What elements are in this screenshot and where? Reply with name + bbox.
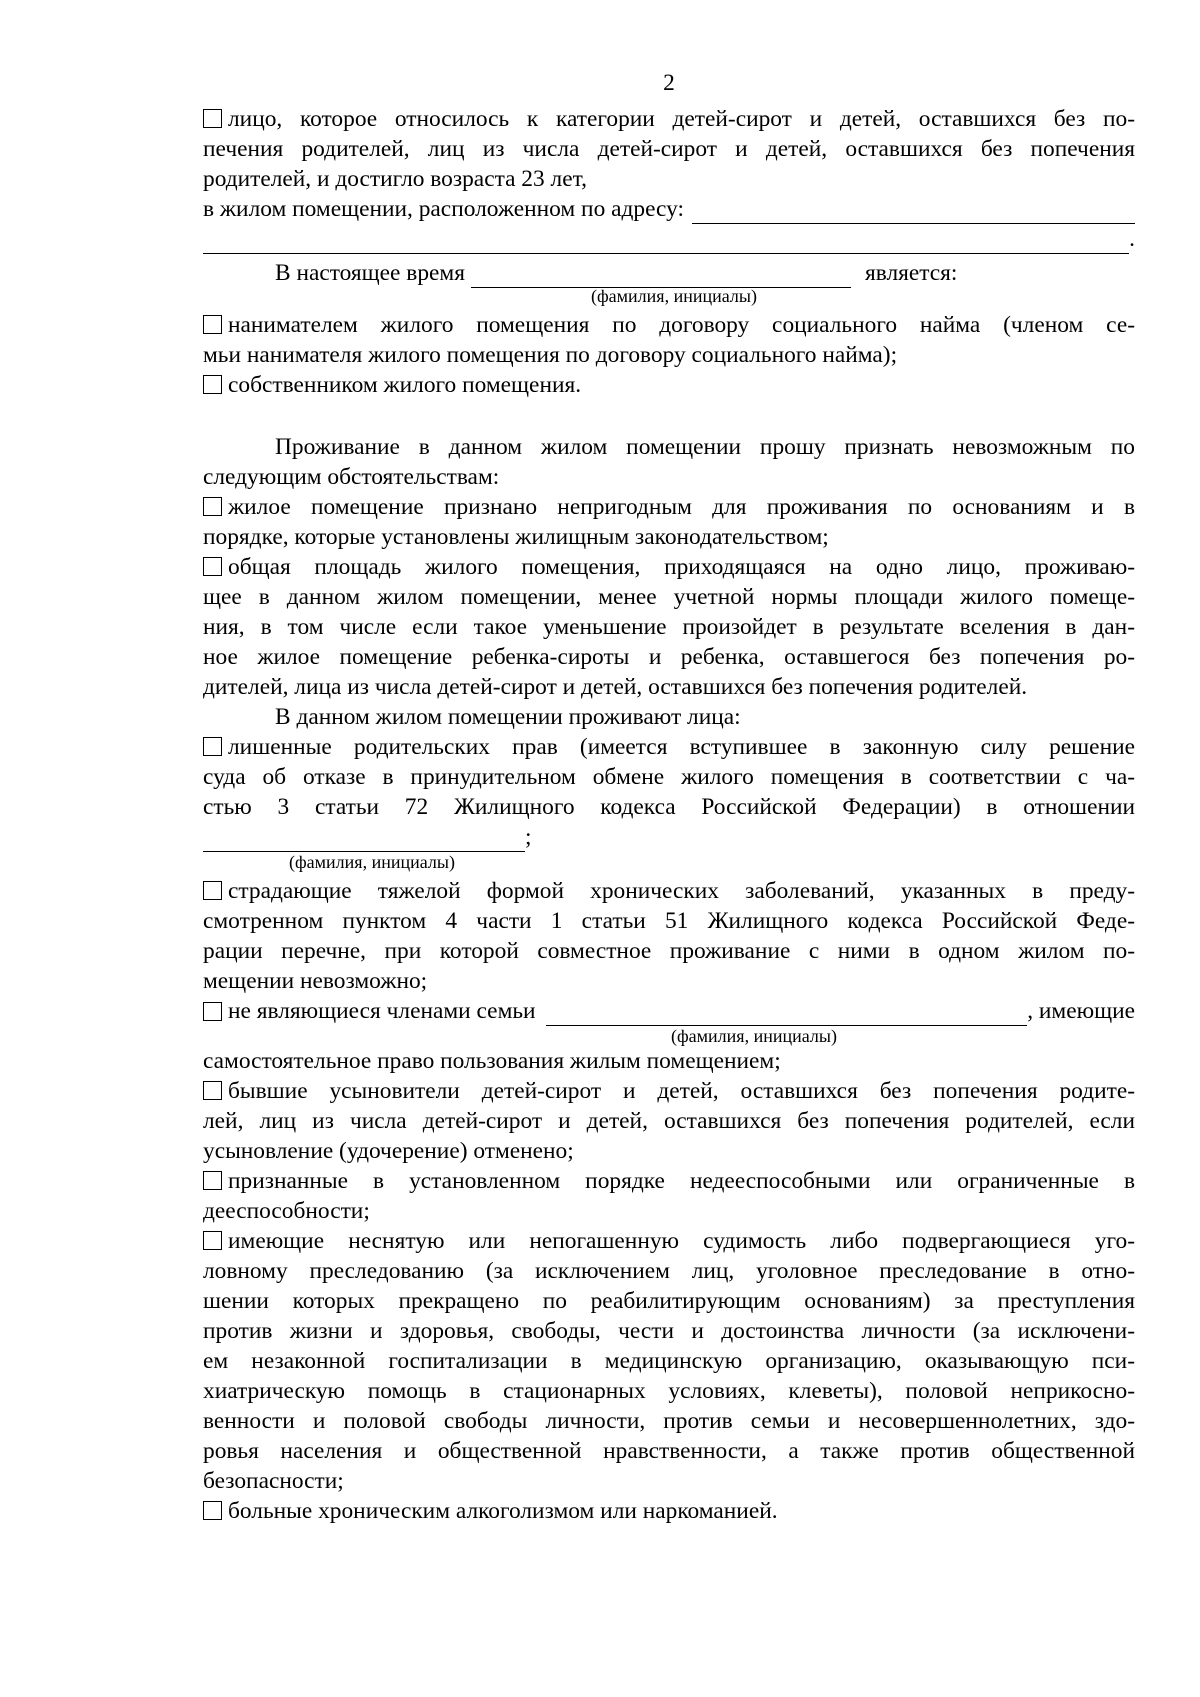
checkbox-incapacitated[interactable] — [203, 1171, 222, 1190]
deprived-name-row — [203, 822, 1135, 852]
unfit-line-2: порядке, которые установлены жилищным законодательством; — [203, 524, 829, 550]
reasons-intro-line-2: следующим обстоятельствам: — [203, 464, 500, 490]
criminal-line-4: против жизни и здоровья, свободы, чести и достоинства личности (за исключени- — [203, 1318, 1135, 1344]
document-page — [203, 68, 1135, 1526]
address-row-2 — [203, 224, 1135, 254]
checkbox-orphan-over-23[interactable] — [203, 109, 222, 128]
deprived-line-1: лишенные родительских прав (имеется вступившее в законную силу решение — [203, 732, 1135, 762]
deprived-caption: (фамилия, инициалы) — [289, 852, 455, 872]
checkbox-chronic-disease[interactable] — [203, 881, 222, 900]
orphan-line-2: печения родителей, лиц из числа детей-сирот и детей, оставшихся без попечения — [203, 136, 1135, 162]
checkbox-criminal-record[interactable] — [203, 1231, 222, 1250]
option-former-adopters — [203, 1076, 1135, 1166]
criminal-line-6: хиатрическую помощь в стационарных условиях, клеветы), половой неприкосно- — [203, 1378, 1135, 1404]
checkbox-owner[interactable] — [203, 375, 222, 394]
address-row — [203, 194, 1135, 224]
currently-row — [203, 258, 1135, 288]
deprived-name-field[interactable] — [203, 829, 525, 852]
orphan-line-3: родителей, и достигло возраста 23 лет, — [203, 166, 587, 192]
tenant-line-1: нанимателем жилого помещения по договору социального найма (членом се- — [203, 310, 1135, 340]
option-chronic-disease — [203, 876, 1135, 996]
deprived-end: ; — [525, 824, 532, 850]
deprived-line-3: стью 3 статьи 72 Жилищного кодекса Российской Федерации) в отношении — [203, 794, 1135, 820]
address-end: . — [1129, 226, 1135, 252]
option-area-below-norm — [203, 552, 1135, 702]
option-non-family — [203, 996, 1135, 1076]
option-owner — [203, 370, 1135, 400]
criminal-line-5: ем незаконной госпитализации в медицинскую организацию, оказывающую пси- — [203, 1348, 1135, 1374]
disease-line-4: мещении невозможно; — [203, 968, 428, 994]
incapacitated-line-1: признанные в установленном порядке недееспособными или ограниченные в — [203, 1166, 1135, 1196]
option-tenant — [203, 310, 1135, 370]
adopters-line-2: лей, лиц из числа детей-сирот и детей, оставшихся без попечения родителей, если — [203, 1108, 1135, 1134]
checkbox-area-below-norm[interactable] — [203, 557, 222, 576]
criminal-line-2: ловному преследованию (за исключением лиц, уголовное преследование в отно- — [203, 1258, 1135, 1284]
non-family-suffix: , имеющие — [1027, 998, 1135, 1024]
unfit-line-1: жилое помещение признано непригодным для проживания по основаниям и в — [203, 492, 1135, 522]
criminal-line-7: венности и половой свободы личности, против семьи и несовершеннолетних, здо- — [203, 1408, 1135, 1434]
addiction-line: больные хроническим алкоголизмом или наркоманией. — [203, 1496, 1135, 1526]
incapacitated-line-2: дееспособности; — [203, 1198, 370, 1224]
owner-line: собственником жилого помещения. — [203, 370, 1135, 400]
currently-caption: (фамилия, инициалы) — [591, 286, 757, 306]
checkbox-deprived-parents[interactable] — [203, 737, 222, 756]
page-number: 2 — [663, 70, 675, 96]
deprived-line-2: суда об отказе в принудительном обмене жилого помещения в соответствии с ча- — [203, 764, 1135, 790]
non-family-name-field[interactable] — [546, 1003, 1028, 1026]
checkbox-unfit-dwelling[interactable] — [203, 497, 222, 516]
tenant-line-2: мьи нанимателя жилого помещения по договору социального найма); — [203, 342, 898, 368]
area-line-3: ния, в том числе если такое уменьшение произойдет в результате вселения в дан- — [203, 614, 1135, 640]
currently-label: В настоящее время — [275, 260, 465, 286]
option-incapacitated — [203, 1166, 1135, 1226]
checkbox-non-family[interactable] — [203, 1002, 222, 1021]
non-family-caption: (фамилия, инициалы) — [671, 1026, 837, 1046]
option-deprived-parents — [203, 732, 1135, 872]
disease-line-1: страдающие тяжелой формой хронических заболеваний, указанных в преду- — [203, 876, 1135, 906]
adopters-line-3: усыновление (удочерение) отменено; — [203, 1138, 574, 1164]
non-family-row — [203, 996, 1135, 1026]
disease-line-3: рации перечне, при которой совместное проживание с ними в одном жилом по- — [203, 938, 1135, 964]
checkbox-tenant[interactable] — [203, 315, 222, 334]
area-line-4: ное жилое помещение ребенка-сироты и ребенка, оставшегося без попечения ро- — [203, 644, 1135, 670]
checkbox-former-adopters[interactable] — [203, 1081, 222, 1100]
criminal-line-1: имеющие неснятую или непогашенную судимость либо подвергающиеся уго- — [203, 1226, 1135, 1256]
currently-suffix: является: — [864, 260, 958, 286]
option-addiction — [203, 1496, 1135, 1526]
option-criminal-record — [203, 1226, 1135, 1496]
criminal-line-8: ровья населения и общественной нравственности, а также против общественной — [203, 1438, 1135, 1464]
criminal-line-9: безопасности; — [203, 1468, 344, 1494]
area-line-1: общая площадь жилого помещения, приходящаяся на одно лицо, проживаю- — [203, 552, 1135, 582]
address-label: в жилом помещении, расположенном по адресу: — [203, 196, 685, 222]
checkbox-addiction[interactable] — [203, 1501, 222, 1520]
non-family-prefix: не являющиеся членами семьи — [228, 998, 536, 1024]
adopters-line-1: бывшие усыновители детей-сирот и детей, оставшихся без попечения родите- — [203, 1076, 1135, 1106]
area-line-5: дителей, лица из числа детей-сирот и детей, оставшихся без попечения родителей. — [203, 674, 1028, 700]
persons-intro: В данном жилом помещении проживают лица: — [275, 704, 741, 730]
reasons-intro — [203, 432, 1135, 492]
non-family-line-2: самостоятельное право пользования жилым помещением; — [203, 1048, 781, 1074]
reasons-intro-line-1: Проживание в данном жилом помещении прошу признать невозможным по — [275, 434, 1135, 460]
currently-name-field[interactable] — [471, 265, 851, 288]
address-field-line-2[interactable] — [203, 231, 1129, 254]
option-orphan-over-23 — [203, 104, 1135, 194]
area-line-2: щее в данном жилом помещении, менее учетной нормы площади жилого помеще- — [203, 584, 1135, 610]
orphan-line-1: лицо, которое относилось к категории детей-сирот и детей, оставшихся без по- — [203, 104, 1135, 134]
option-unfit-dwelling — [203, 492, 1135, 552]
criminal-line-3: шении которых прекращено по реабилитирующим основаниям) за преступления — [203, 1288, 1135, 1314]
address-field-line-1[interactable] — [692, 201, 1135, 224]
disease-line-2: смотренном пунктом 4 части 1 статьи 51 Жилищного кодекса Российской Феде- — [203, 908, 1135, 934]
